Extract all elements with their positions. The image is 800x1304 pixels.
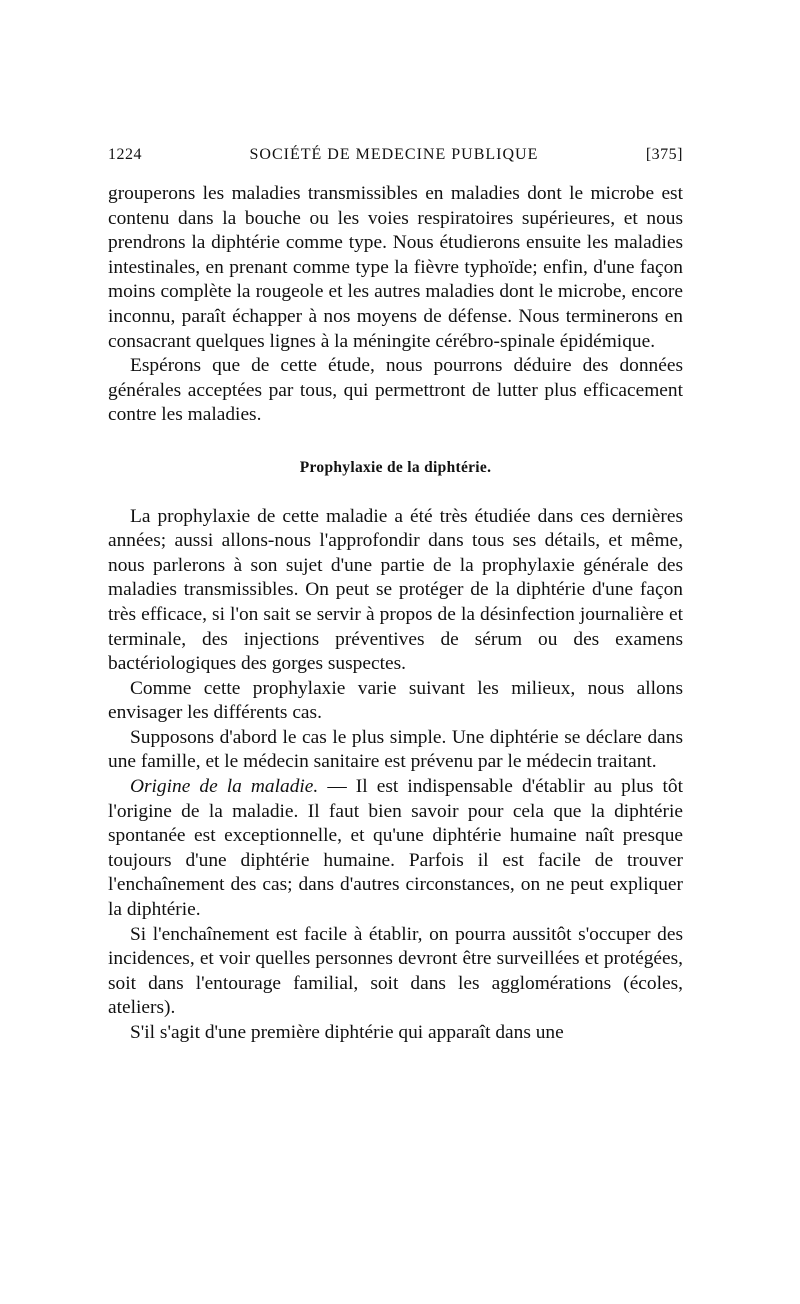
- document-page: [108, 146, 683, 1046]
- paragraph: La prophylaxie de cette maladie a été très étudiée dans ces dernières années; aussi allons-nous l'approfondir dans tous ses détails, et même, nous parlerons à son sujet d'une partie de la prophylaxie générale des maladies transmissibles. On peut se protéger de la diphtérie d'une façon très efficace, si l'on sait se servir à propos de la désinfection journalière et terminale, des injections préventives de sérum ou des examens bactériologiques des gorges suspectes.: [108, 505, 683, 675]
- section-heading: Prophylaxie de la diphtérie.: [299, 458, 492, 476]
- bracket-page-number: [375]: [645, 146, 683, 163]
- body-text: [108, 182, 683, 1046]
- paragraph: [108, 775, 683, 923]
- running-header: [108, 146, 683, 168]
- paragraph-body: — Il est indispensable d'établir au plus tôt l'origine de la maladie. Il faut bien savoir pour cela que la diphtérie spontanée est exceptionnelle, et qu'une diphtérie humaine naît presque toujours d'une diphtérie humaine. Parfois il est facile de trouver l'enchaînement des cas; dans d'autres circonstances, on ne peut expliquer la diphtérie.: [108, 776, 683, 921]
- paragraph: Espérons que de cette étude, nous pourrons déduire des données générales acceptées par tous, qui permettront de lutter plus efficacement contre les maladies.: [108, 355, 683, 426]
- paragraph-lead-title: Origine de la maladie.: [130, 776, 319, 798]
- paragraph: Comme cette prophylaxie varie suivant les milieux, nous allons envisager les différents cas.: [108, 677, 683, 724]
- journal-title: SOCIÉTÉ DE MEDECINE PUBLIQUE: [249, 146, 539, 163]
- paragraph: S'il s'agit d'une première diphtérie qui apparaît dans une: [130, 1022, 564, 1043]
- paragraph: Supposons d'abord le cas le plus simple. Une diphtérie se déclare dans une famille, et le médecin sanitaire est prévenu par le médecin traitant.: [108, 726, 683, 773]
- page-number: 1224: [108, 146, 142, 163]
- paragraph: Si l'enchaînement est facile à établir, on pourra aussitôt s'occuper des incidences, et voir quelles personnes devront être surveillées et protégées, soit dans l'entourage familial, soit dans les agglomérations (écoles, ateliers).: [108, 923, 683, 1019]
- paragraph: grouperons les maladies transmissibles en maladies dont le microbe est contenu dans la bouche ou les voies respiratoires supérieures, et nous prendrons la diphtérie comme type. Nous étudierons ensuite les maladies intestinales, en prenant comme type la fièvre typhoïde; enfin, d'une façon moins complète la rougeole et les autres maladies dont le microbe, encore inconnu, paraît échapper à nos moyens de défense. Nous terminerons en consacrant quelques lignes à la méningite cérébro-spinale épidémique.: [108, 183, 683, 352]
